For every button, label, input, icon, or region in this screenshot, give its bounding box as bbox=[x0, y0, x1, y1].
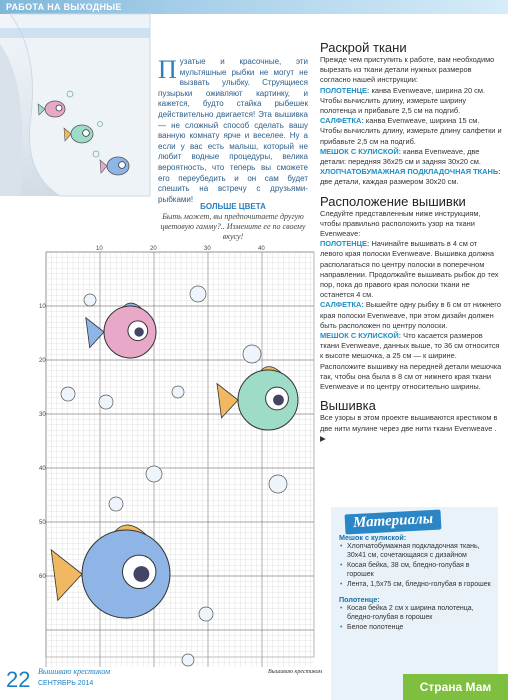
y-tick-label: 60 bbox=[39, 574, 46, 580]
x-tick-label: 40 bbox=[258, 246, 265, 252]
placement-lead: Следуйте представленным ниже инструкциям, чтобы правильно расположить узор на ткани Evenweave: bbox=[320, 208, 481, 239]
materials-bag-item: • Хлопчатобумажная подкладочная ткань, 30x41 см, сочетающаяся с дизайном bbox=[339, 542, 493, 561]
cutting-napkin bbox=[320, 116, 502, 147]
cutting-lining-key: ХЛОПЧАТОБУМАЖНАЯ ПОДКЛАДОЧНАЯ ТКАНЬ: bbox=[320, 167, 501, 177]
towel-with-fish-illustration bbox=[0, 14, 150, 196]
cutting-napkin-text: канва Evenweave, ширина 15 см. Чтобы вычислить длину, измерьте длину салфетки и прибавьте 2,5 см на подгиб. bbox=[320, 116, 502, 146]
cutting-towel bbox=[320, 86, 502, 117]
more-colors-text: Быть может, вы предпочитаете другую цветовую гамму?.. Измените ее по своему вкусу! bbox=[160, 212, 306, 241]
x-tick-label: 20 bbox=[150, 246, 157, 252]
cutting-bag-text: канва Evenweave, две детали: передняя 36x25 см и задняя 30x20 см. bbox=[320, 146, 481, 167]
x-tick-label: 30 bbox=[204, 246, 211, 252]
bubble bbox=[61, 387, 75, 401]
cutting-towel-text: канва Evenweave, ширина 20 см. Чтобы вычислить длину, измерьте ширину полотенца и прибавьте 2,5 см на подгиб. bbox=[320, 85, 486, 116]
issue-date: СЕНТЯБРЬ 2014 bbox=[38, 680, 94, 687]
bubble bbox=[84, 294, 96, 306]
materials-bag-item: • Лента, 1,5x75 см, бледно-голубая в горошек bbox=[339, 580, 493, 589]
bubble bbox=[172, 386, 184, 398]
placement-title: Расположение вышивки bbox=[320, 193, 466, 209]
grid-background bbox=[46, 252, 314, 657]
fish-pink-pupil bbox=[134, 327, 143, 336]
product-photo bbox=[0, 14, 150, 196]
placement-bag-key: МЕШОК С КУЛИСКОЙ: bbox=[320, 331, 402, 341]
section-label: РАБОТА НА ВЫХОДНЫЕ bbox=[6, 2, 122, 12]
instructions-column bbox=[320, 40, 502, 444]
y-tick-label: 40 bbox=[39, 466, 46, 472]
placement-napkin-key: САЛФЕТКА: bbox=[320, 300, 364, 310]
cutting-towel-key: ПОЛОТЕНЦЕ: bbox=[320, 85, 370, 95]
magazine-name: Вышиваю крестиком bbox=[38, 667, 111, 676]
intro-body: узатые и красочные, эти мультяшные рыбки не могут не вызвать улыбку. Струящиеся пузырьки оживляют картинку, и кажется, будто стайка рыбешек действительно двигается! Эта вышивка — не сложный способ сделать вашу ванную комнату ярче и веселее. Ну а если у вас есть малыш, который не любит водные процедуры, велика вероятность, что теперь вы сможете его переубедить и он сам будет спешить на встречу с друзьями-рыбками! bbox=[158, 57, 308, 204]
bubble bbox=[182, 654, 194, 666]
fish-green-pupil bbox=[273, 395, 284, 406]
materials-towel-heading: Полотенце: bbox=[339, 595, 380, 605]
bubble bbox=[146, 466, 162, 482]
placement-napkin-text: Вышейте одну рыбку в 6 см от нижнего края полоски Evenweave, при этом дизайн должен быть расположен по центру полоски. bbox=[320, 300, 501, 330]
cutting-lead: Прежде чем приступить к работе, вам необходимо вырезать из ткани детали нужных размеров согласно нашей инструкции: bbox=[320, 55, 495, 85]
placement-towel-key: ПОЛОТЕНЦЕ: bbox=[320, 239, 370, 249]
intro-text bbox=[158, 57, 308, 205]
bubble bbox=[190, 286, 206, 302]
watermark: Страна Мам bbox=[403, 674, 508, 700]
cutting-title: Раскрой ткани bbox=[320, 40, 407, 55]
embroidery-title: Вышивка bbox=[320, 398, 376, 414]
bubble bbox=[109, 497, 123, 511]
materials-bag-item: • Косая бейка, 38 см, бледно-голубая в горошек bbox=[339, 561, 493, 580]
placement-napkin bbox=[320, 300, 502, 331]
cutting-lining-text: две детали, каждая размером 30x20 см. bbox=[320, 177, 459, 187]
placement-bag-text: Что касается размеров ткани Evenweave, данных выше, то 36 см относится к высоте мешочка, а 25 см — к ширине. Расположите вышивку на передней детали мешочка так, чтобы она была в 8 см от нижнего края ткани Evenweave и по центру относительно ширины. bbox=[320, 331, 502, 392]
bubble bbox=[199, 607, 213, 621]
more-colors-title: БОЛЬШЕ ЦВЕТА bbox=[200, 202, 266, 211]
materials-bag-heading: Мешок с кулиской: bbox=[339, 533, 407, 542]
y-tick-label: 50 bbox=[39, 520, 46, 526]
materials-title: Материалы bbox=[345, 509, 442, 534]
cutting-bag-key: МЕШОК С КУЛИСКОЙ: bbox=[320, 146, 402, 156]
placement-towel bbox=[320, 239, 502, 300]
bubble bbox=[269, 475, 287, 493]
x-tick-label: 10 bbox=[96, 246, 103, 252]
bubble bbox=[243, 345, 261, 363]
chart-logo: Вышиваю крестиком bbox=[268, 669, 323, 675]
cutting-napkin-key: САЛФЕТКА: bbox=[320, 116, 364, 126]
cross-stitch-chart bbox=[38, 242, 323, 687]
bubble bbox=[99, 395, 113, 409]
cutting-lining bbox=[320, 167, 502, 187]
materials-towel-item: • Белое полотенце bbox=[339, 623, 493, 632]
materials-towel-item: • Косая бейка 2 см x ширина полотенца, бледно-голубая в горошек bbox=[339, 604, 493, 623]
chart-grid bbox=[38, 242, 323, 687]
embroidery-text: Все узоры в этом проекте вышиваются крестиком в две нити мулине через две нити ткани Evenweave . ▶ bbox=[320, 413, 498, 443]
materials-box bbox=[331, 507, 498, 700]
y-tick-label: 10 bbox=[39, 304, 46, 310]
fish-blue-pupil bbox=[133, 566, 149, 582]
y-tick-label: 30 bbox=[39, 412, 46, 418]
placement-towel-text: Начинайте вышивать в 4 см от левого края полоски Evenweave. Вышивка должна располагаться по центру полоски в поперечном направлении. Продолжайте вышивать рыбок до тех пор, пока до правого края полоски ткани не останется 4 см. bbox=[320, 239, 499, 300]
page-number: 22 bbox=[6, 667, 31, 692]
placement-bag bbox=[320, 331, 502, 392]
cutting-bag bbox=[320, 147, 502, 167]
intro-dropcap: П bbox=[158, 55, 177, 84]
y-tick-label: 20 bbox=[39, 358, 46, 364]
